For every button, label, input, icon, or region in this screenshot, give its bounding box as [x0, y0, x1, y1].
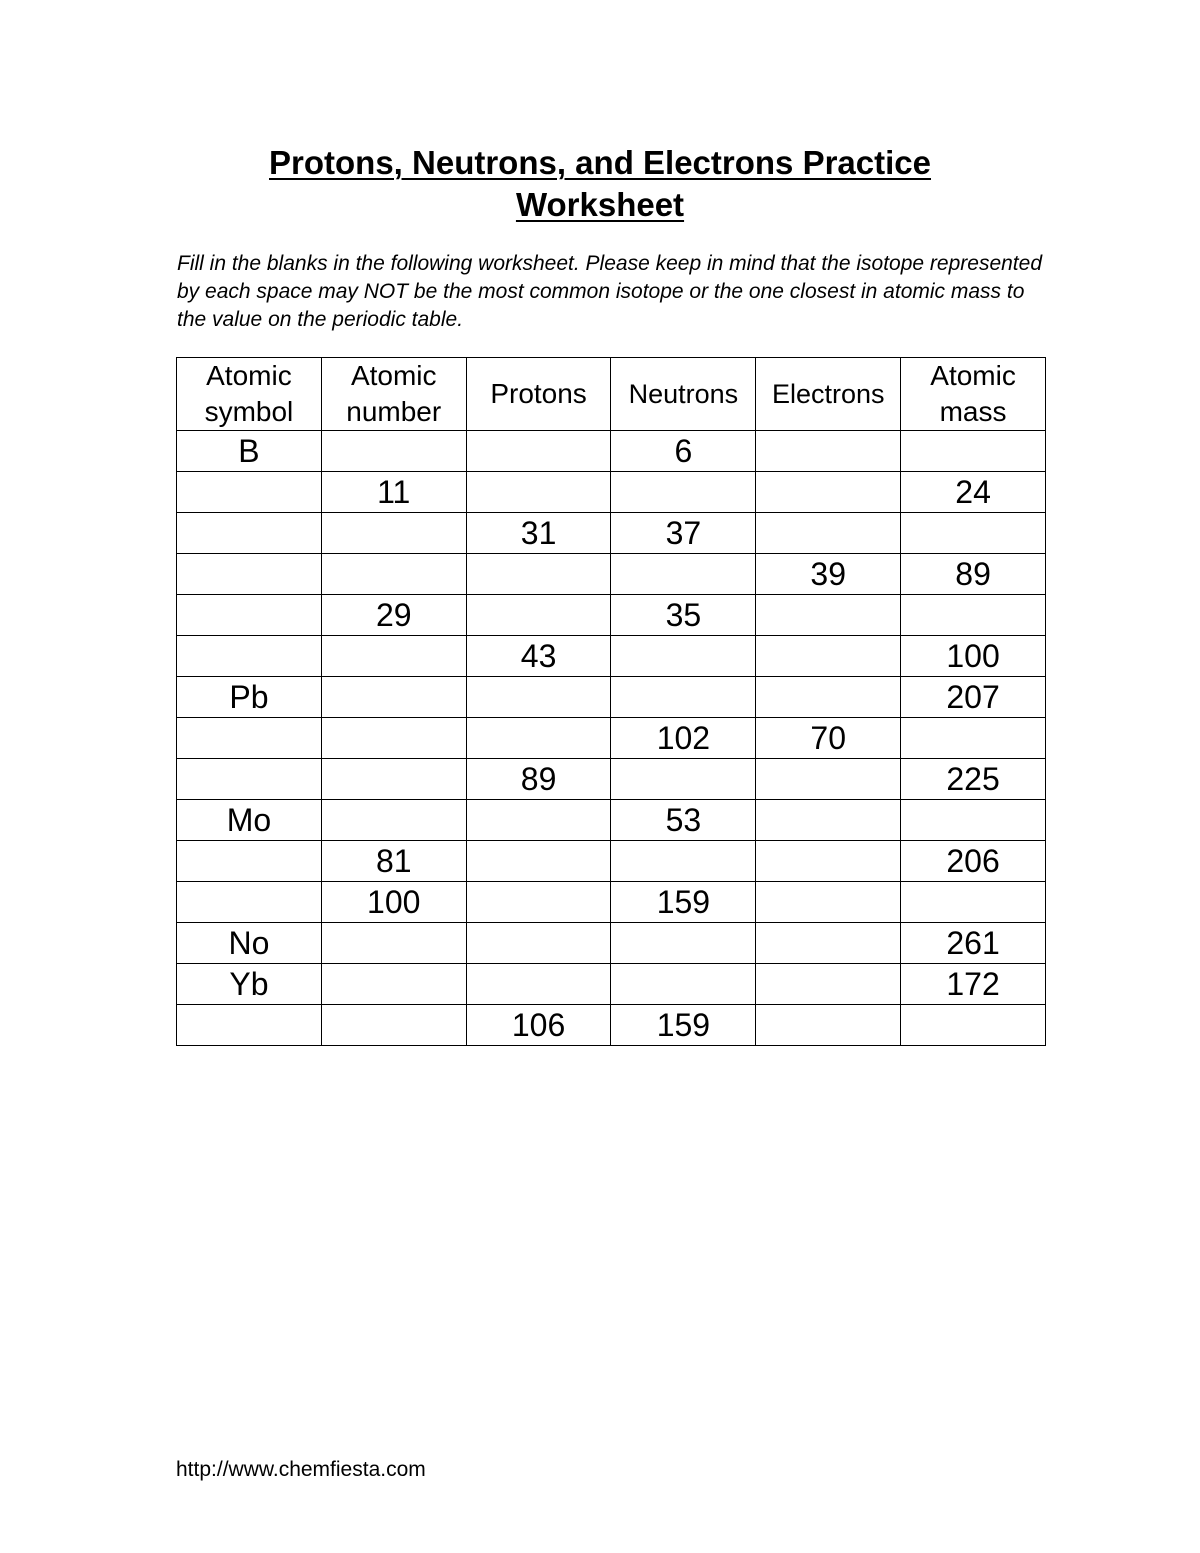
cell-atomic-number[interactable] [321, 759, 466, 800]
header-electrons: Electrons [756, 358, 901, 431]
cell-neutrons[interactable] [611, 677, 756, 718]
worksheet-title [0, 142, 1200, 226]
cell-electrons[interactable] [756, 841, 901, 882]
cell-atomic-symbol[interactable]: Pb [177, 677, 322, 718]
table-row [177, 923, 1046, 964]
cell-atomic-mass[interactable]: 261 [901, 923, 1046, 964]
cell-atomic-number[interactable] [321, 431, 466, 472]
cell-atomic-number[interactable]: 100 [321, 882, 466, 923]
cell-neutrons[interactable] [611, 923, 756, 964]
cell-protons[interactable]: 89 [466, 759, 611, 800]
cell-protons[interactable]: 43 [466, 636, 611, 677]
table-header-row [177, 358, 1046, 431]
cell-neutrons[interactable] [611, 841, 756, 882]
cell-electrons[interactable] [756, 759, 901, 800]
table-row [177, 595, 1046, 636]
cell-atomic-number[interactable] [321, 677, 466, 718]
cell-atomic-mass[interactable] [901, 882, 1046, 923]
cell-neutrons[interactable] [611, 964, 756, 1005]
cell-atomic-mass[interactable]: 207 [901, 677, 1046, 718]
table-row [177, 882, 1046, 923]
table-row [177, 431, 1046, 472]
cell-atomic-mass[interactable]: 100 [901, 636, 1046, 677]
cell-atomic-mass[interactable]: 89 [901, 554, 1046, 595]
cell-protons[interactable] [466, 964, 611, 1005]
cell-neutrons[interactable]: 159 [611, 1005, 756, 1046]
table-row [177, 554, 1046, 595]
cell-atomic-mass[interactable]: 225 [901, 759, 1046, 800]
table-row [177, 636, 1046, 677]
table-row [177, 964, 1046, 1005]
table-row [177, 800, 1046, 841]
header-atomic-mass: Atomic mass [901, 358, 1046, 431]
cell-protons[interactable]: 31 [466, 513, 611, 554]
header-atomic-number: Atomic number [321, 358, 466, 431]
cell-atomic-mass[interactable] [901, 431, 1046, 472]
cell-atomic-number[interactable] [321, 923, 466, 964]
cell-electrons[interactable] [756, 1005, 901, 1046]
worksheet-table [176, 357, 1046, 1046]
cell-neutrons[interactable]: 6 [611, 431, 756, 472]
cell-electrons[interactable] [756, 636, 901, 677]
cell-atomic-symbol[interactable]: No [177, 923, 322, 964]
title-line-2: Worksheet [515, 186, 685, 223]
cell-atomic-symbol[interactable] [177, 472, 322, 513]
cell-protons[interactable] [466, 800, 611, 841]
cell-atomic-mass[interactable]: 172 [901, 964, 1046, 1005]
cell-atomic-number[interactable] [321, 636, 466, 677]
cell-atomic-mass[interactable]: 206 [901, 841, 1046, 882]
cell-electrons[interactable] [756, 964, 901, 1005]
cell-atomic-symbol[interactable] [177, 1005, 322, 1046]
header-atomic-symbol: Atomic symbol [177, 358, 322, 431]
cell-atomic-symbol[interactable] [177, 718, 322, 759]
cell-atomic-symbol[interactable] [177, 595, 322, 636]
cell-atomic-mass[interactable]: 24 [901, 472, 1046, 513]
cell-protons[interactable] [466, 554, 611, 595]
footer-url: http://www.chemfiesta.com [176, 1458, 426, 1481]
cell-protons[interactable]: 106 [466, 1005, 611, 1046]
cell-protons[interactable] [466, 595, 611, 636]
table-row [177, 1005, 1046, 1046]
cell-neutrons[interactable]: 159 [611, 882, 756, 923]
cell-protons[interactable] [466, 472, 611, 513]
table-row [177, 677, 1046, 718]
cell-atomic-mass[interactable] [901, 1005, 1046, 1046]
cell-electrons[interactable] [756, 595, 901, 636]
table-row [177, 513, 1046, 554]
table-row [177, 841, 1046, 882]
cell-protons[interactable] [466, 718, 611, 759]
cell-atomic-symbol[interactable]: Mo [177, 800, 322, 841]
cell-atomic-mass[interactable] [901, 595, 1046, 636]
cell-atomic-number[interactable] [321, 513, 466, 554]
cell-neutrons[interactable] [611, 636, 756, 677]
cell-atomic-symbol[interactable] [177, 759, 322, 800]
cell-electrons[interactable] [756, 800, 901, 841]
cell-atomic-number[interactable]: 29 [321, 595, 466, 636]
title-line-1: Protons, Neutrons, and Electrons Practice [269, 144, 931, 181]
cell-atomic-mass[interactable] [901, 513, 1046, 554]
cell-atomic-number[interactable]: 81 [321, 841, 466, 882]
cell-neutrons[interactable]: 53 [611, 800, 756, 841]
cell-atomic-symbol[interactable] [177, 513, 322, 554]
cell-neutrons[interactable]: 37 [611, 513, 756, 554]
cell-atomic-mass[interactable] [901, 718, 1046, 759]
cell-atomic-symbol[interactable] [177, 841, 322, 882]
header-neutrons: Neutrons [611, 358, 756, 431]
cell-neutrons[interactable] [611, 759, 756, 800]
cell-atomic-number[interactable] [321, 964, 466, 1005]
cell-neutrons[interactable]: 102 [611, 718, 756, 759]
table-row [177, 472, 1046, 513]
cell-atomic-symbol[interactable]: Yb [177, 964, 322, 1005]
table-row [177, 718, 1046, 759]
cell-atomic-mass[interactable] [901, 800, 1046, 841]
cell-neutrons[interactable]: 35 [611, 595, 756, 636]
cell-electrons[interactable]: 70 [756, 718, 901, 759]
header-protons: Protons [466, 358, 611, 431]
instructions-text: Fill in the blanks in the following worksheet. Please keep in mind that the isotope represented by each space may NOT be the most common isotope or the one closest in atomic mass to the value on the periodic table. [177, 252, 1042, 331]
cell-atomic-number[interactable] [321, 554, 466, 595]
cell-atomic-number[interactable]: 11 [321, 472, 466, 513]
cell-protons[interactable] [466, 677, 611, 718]
cell-neutrons[interactable] [611, 472, 756, 513]
table-row [177, 759, 1046, 800]
cell-atomic-number[interactable] [321, 800, 466, 841]
cell-electrons[interactable] [756, 882, 901, 923]
cell-atomic-symbol[interactable] [177, 554, 322, 595]
cell-protons[interactable] [466, 882, 611, 923]
cell-atomic-number[interactable] [321, 1005, 466, 1046]
cell-neutrons[interactable] [611, 554, 756, 595]
cell-electrons[interactable] [756, 677, 901, 718]
cell-electrons[interactable] [756, 472, 901, 513]
table-body [177, 431, 1046, 1046]
cell-protons[interactable] [466, 841, 611, 882]
cell-electrons[interactable] [756, 431, 901, 472]
cell-atomic-symbol[interactable]: B [177, 431, 322, 472]
cell-protons[interactable] [466, 431, 611, 472]
cell-atomic-symbol[interactable] [177, 882, 322, 923]
cell-electrons[interactable] [756, 513, 901, 554]
cell-atomic-symbol[interactable] [177, 636, 322, 677]
cell-atomic-number[interactable] [321, 718, 466, 759]
cell-protons[interactable] [466, 923, 611, 964]
cell-electrons[interactable]: 39 [756, 554, 901, 595]
cell-electrons[interactable] [756, 923, 901, 964]
